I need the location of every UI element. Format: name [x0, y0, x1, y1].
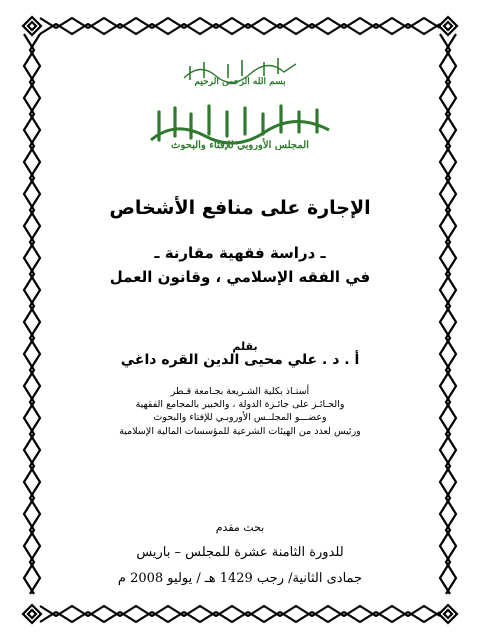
credential-line: وعضـــو المجلــس الأوروبـي للإفتاء والبحوث: [153, 412, 327, 423]
border-diamond: [28, 22, 36, 30]
council-logo-calligraphy: [145, 102, 335, 150]
document-page: [50, 40, 430, 600]
session-line: للدورة الثامنة عشرة للمجلس – باريس: [136, 545, 344, 560]
credential-line: ورئيس لعدد من الهيئات الشرعية للمؤسسات المالية الإسلامية: [119, 426, 361, 437]
credential-line: والحـائـز على جائـزة الدولة ، والخبير بالمجامع الفقهية: [135, 399, 345, 410]
research-presented-label: بحث مقدم: [215, 521, 265, 534]
border-segment: [40, 24, 440, 34]
document-title: الإجارة على منافع الأشخاص: [109, 197, 371, 219]
subtitle-line-2: في الفقه الإسلامي ، وقانون العمل: [109, 268, 371, 286]
credential-line: أستـاذ بكلية الشـريعة بجـامعة قـطر: [170, 386, 310, 397]
border-segment: [40, 606, 440, 616]
border-diamond: [439, 17, 457, 35]
date-line: جمادى الثانية/ رجب 1429 هـ / يوليو 2008 م: [117, 571, 363, 586]
border-diamond: [23, 605, 41, 623]
border-diamond: [444, 22, 452, 30]
border-diamond: [28, 610, 36, 618]
border-segment: [30, 34, 40, 594]
border-diamond: [23, 17, 41, 35]
by-label: بقلم: [232, 340, 258, 353]
author-name: أ . د . علي محيى الدين القره داغي: [120, 352, 360, 368]
subtitle-line-1: ـ دراسة فقهية مقارنة ـ: [154, 244, 326, 262]
border-diamond: [439, 605, 457, 623]
council-name-text: المجلس الأوروبي للإفتاء والبحوث: [171, 140, 309, 150]
border-diamond: [444, 610, 452, 618]
basmala-text: بسم الله الرحمن الرحيم: [194, 77, 286, 86]
basmala-calligraphy: [180, 52, 300, 86]
border-segment: [440, 34, 450, 594]
